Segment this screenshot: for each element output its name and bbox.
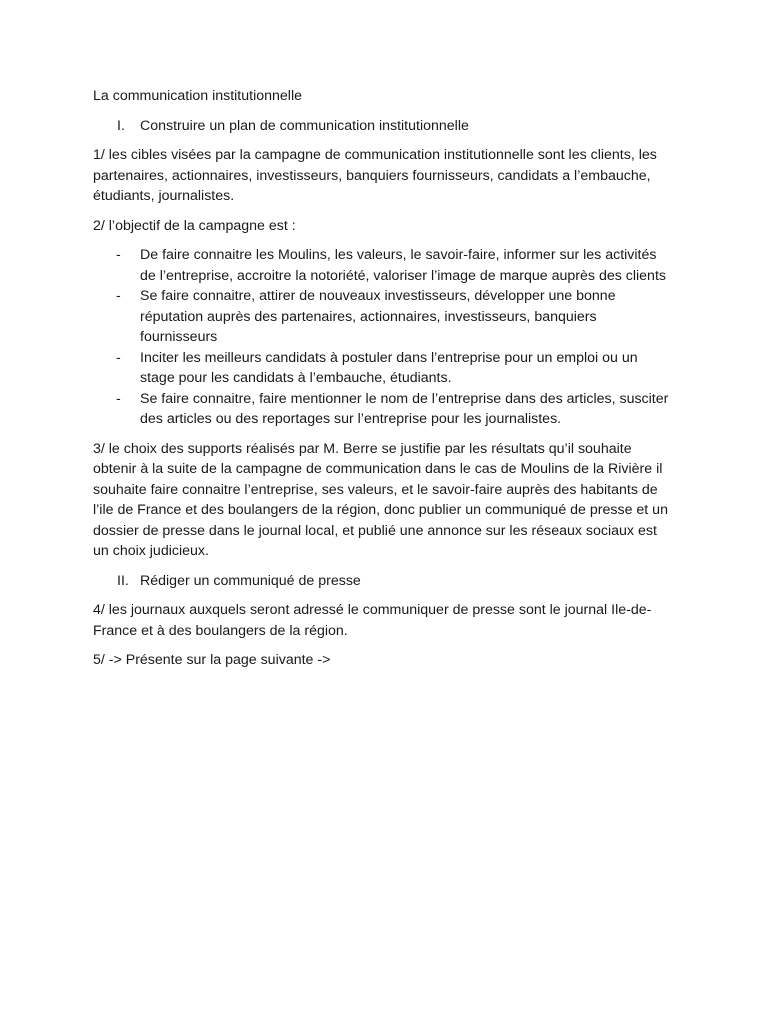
objectives-list xyxy=(93,245,676,430)
answer-5: 5/ -> Présente sur la page suivante -> xyxy=(93,652,331,668)
bullet-dash: - xyxy=(116,349,121,366)
bullet-dash: - xyxy=(116,247,121,263)
section-heading-2 xyxy=(93,571,676,592)
answer-2-intro: 2/ l’objectif de la campagne est : xyxy=(93,217,296,234)
list-item-text: Se faire connaitre, attirer de nouveaux investisseurs, développer une bonne réputation auprès des partenaires, actionnaires, investisseurs, banquiers fournisseurs xyxy=(140,288,616,345)
answer-4: 4/ les journaux auxquels seront adressé le communiquer de presse sont le journal Ile-de-France et à des boulangers de la région. xyxy=(93,602,652,639)
answer-3: 3/ le choix des supports réalisés par M. Berre se justifie par les résultats qu’il souhaite obtenir à la suite de la campagne de communication dans le cas de Moulins de la Rivière il souhaite faire connaitre l’entreprise, ses valeurs, et le savoir-faire auprès des habitants de l’ile de France et des boulangers de la région, donc publier un communiqué de presse et un dossier de presse dans le journal local, et publié une annonce sur les réseaux sociaux est un choix judicieux. xyxy=(93,440,668,559)
list-item xyxy=(116,286,676,348)
bullet-dash: - xyxy=(116,288,121,304)
document-title: La communication institutionnelle xyxy=(93,88,302,104)
section-number-2: II. xyxy=(117,572,129,589)
list-item-text: Se faire connaitre, faire mentionner le nom de l’entreprise dans des articles, susciter des articles ou des reportages sur l’entreprise pour les journalistes. xyxy=(140,390,669,427)
list-item-text: Inciter les meilleurs candidats à postuler dans l’entreprise pour un emploi ou un stage pour les candidats à l’embauche, étudiants. xyxy=(140,349,638,386)
list-item xyxy=(116,348,676,389)
answer-1: 1/ les cibles visées par la campagne de communication institutionnelle sont les clients, les partenaires, actionnaires, investisseurs, banquiers fournisseurs, candidats a l’embauche, étudiants, journalistes. xyxy=(93,147,657,204)
list-item xyxy=(116,245,676,286)
list-item-text: De faire connaitre les Moulins, les valeurs, le savoir-faire, informer sur les activités de l’entreprise, accroitre la notoriété, valoriser l’image de marque auprès des clients xyxy=(140,247,666,284)
section-heading-1 xyxy=(93,116,676,137)
section-number-1: I. xyxy=(117,117,125,134)
section-label-2: Rédiger un communiqué de presse xyxy=(140,572,361,589)
bullet-dash: - xyxy=(116,390,121,407)
list-item xyxy=(116,389,676,430)
section-label-1: Construire un plan de communication institutionnelle xyxy=(140,117,469,134)
